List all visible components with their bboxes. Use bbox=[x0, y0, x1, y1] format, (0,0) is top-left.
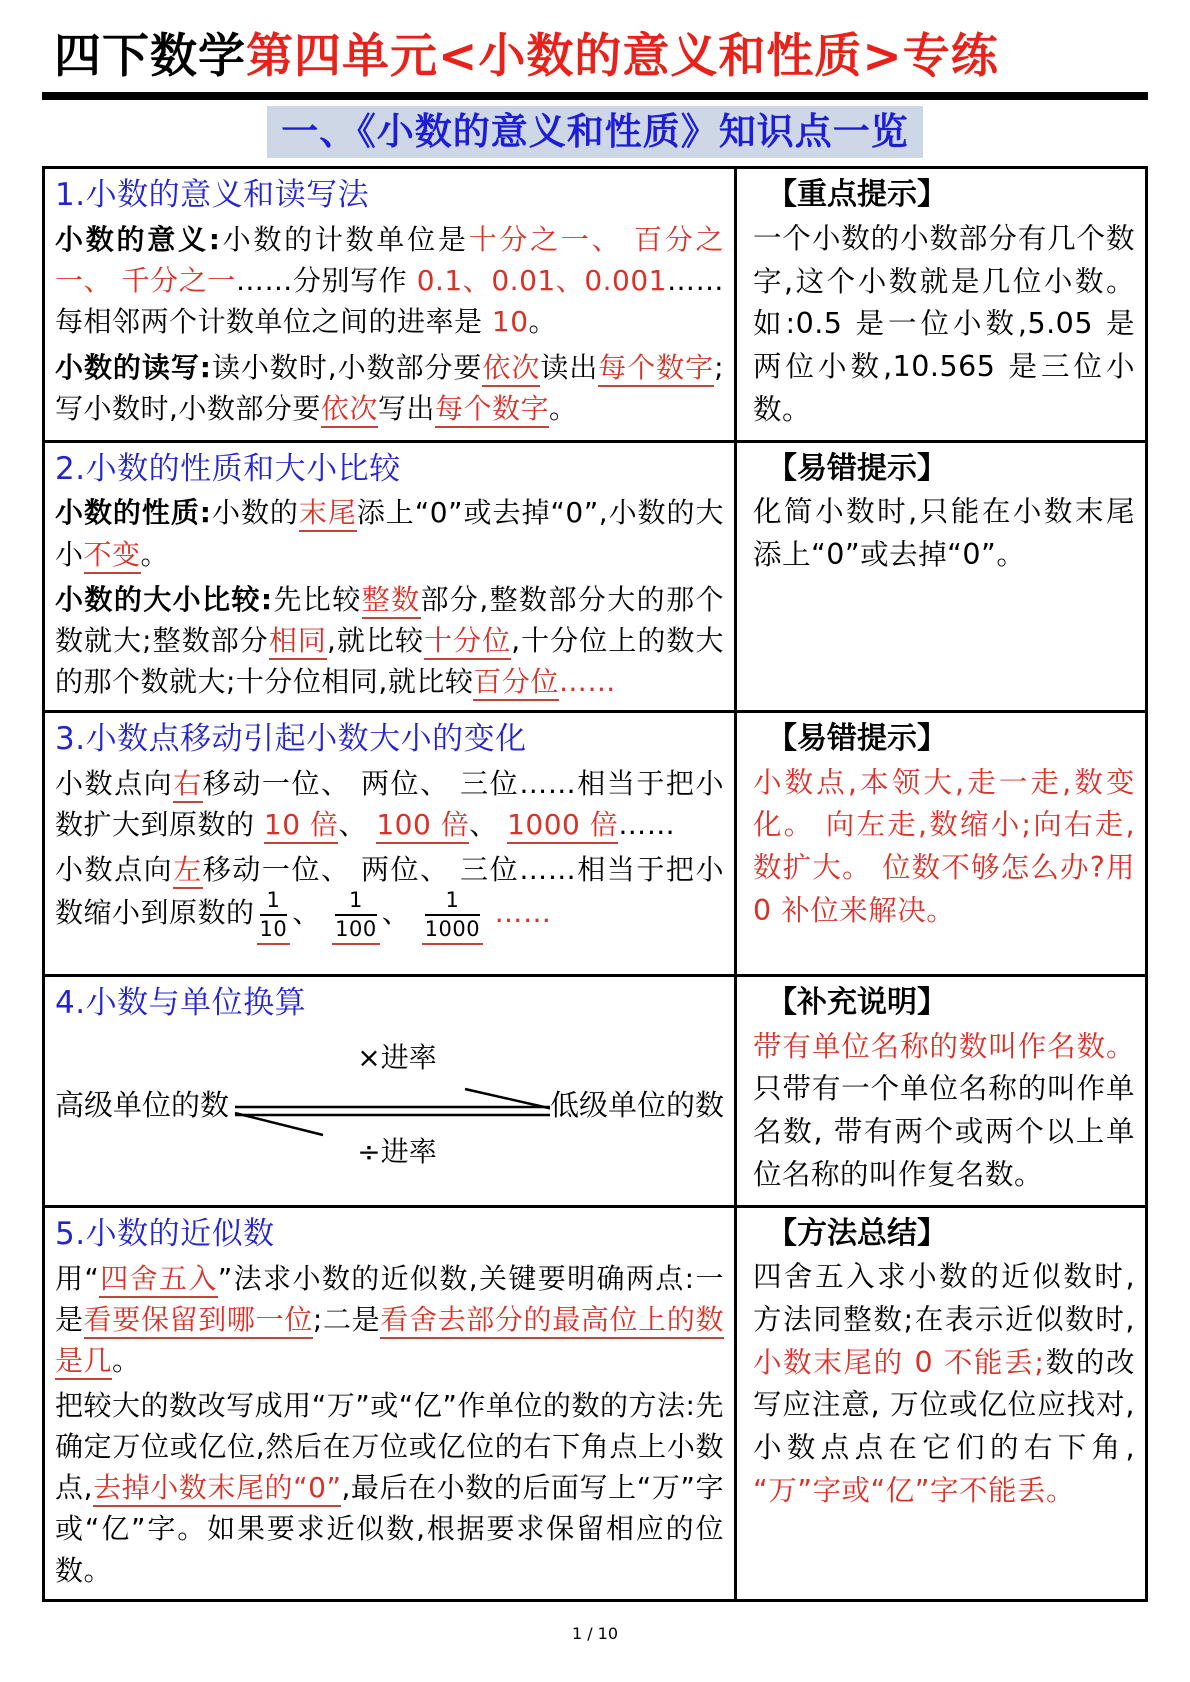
text-segment: 去掉小数末尾的“0” bbox=[93, 1471, 341, 1507]
hint-cell bbox=[737, 169, 1145, 439]
text-segment: …… bbox=[485, 896, 552, 930]
hint-cell bbox=[737, 1208, 1145, 1599]
multiply-rate-label: ×进率 bbox=[357, 1041, 437, 1075]
page-title bbox=[42, 30, 1148, 84]
hint-paragraph bbox=[753, 218, 1135, 432]
text-segment: 小数的性质: bbox=[55, 496, 212, 530]
text-segment: 10 bbox=[491, 305, 529, 339]
text-segment: 不变 bbox=[84, 538, 141, 574]
text-segment: ,十分位上的数大的那个数就大;十分位相同,就比较 bbox=[55, 623, 724, 699]
text-segment: 小数点,本领大,走一走,数变化。 向左走,数缩小;向右走,数扩大。 位数不够怎么办?用 0 补位来解决。 bbox=[753, 765, 1135, 927]
text-segment: 带有单位名称的数叫作名数。 bbox=[753, 1029, 1135, 1063]
section-subtitle: 一、《小数的意义和性质》知识点一览 bbox=[267, 106, 923, 158]
hint-cell bbox=[737, 443, 1145, 711]
text-segment: 、 bbox=[469, 808, 508, 842]
knowledge-paragraph bbox=[55, 492, 724, 574]
text-segment: 左 bbox=[173, 853, 203, 889]
hint-cell bbox=[737, 977, 1145, 1205]
text-segment: 一个小数的小数部分有几个数字,这个小数就是几位小数。如:0.5 是一位小数,5.05 是两位小数,10.565 是三位小数。 bbox=[753, 221, 1135, 426]
text-segment: “万”字或“亿”字不能丢。 bbox=[753, 1473, 1076, 1507]
lower-unit-label: 低级单位的数 bbox=[549, 1087, 724, 1122]
text-segment: 只带有一个单位名称的叫作单名数, 带有两个或两个以上单位名称的叫作复名数。 bbox=[753, 1072, 1135, 1191]
text-segment: 依次 bbox=[482, 351, 540, 387]
divide-rate-label: ÷进率 bbox=[357, 1135, 437, 1168]
text-segment: 看舍去部分的最高位上的数是几 bbox=[55, 1303, 724, 1380]
knowledge-cell bbox=[45, 1208, 737, 1599]
fraction-denominator: 10 bbox=[259, 917, 288, 942]
knowledge-row-5 bbox=[45, 1205, 1145, 1599]
hint-tag: 【易错提示】 bbox=[767, 721, 947, 757]
fraction-numerator: 1 bbox=[335, 890, 377, 916]
text-segment: 先比较 bbox=[272, 582, 362, 616]
knowledge-paragraph bbox=[55, 1385, 724, 1591]
text-segment: 。 bbox=[112, 1343, 141, 1377]
knowledge-row-3 bbox=[45, 710, 1145, 974]
hint-paragraph bbox=[753, 491, 1135, 577]
text-segment: 小数的读写: bbox=[55, 350, 212, 384]
knowledge-row-2 bbox=[45, 440, 1145, 711]
section-heading: 1.小数的意义和读写法 bbox=[55, 177, 370, 214]
hint-tag: 【方法总结】 bbox=[767, 1215, 947, 1251]
text-segment: 。 bbox=[548, 391, 578, 425]
text-segment: ,就比较 bbox=[326, 623, 425, 657]
hint-tag: 【补充说明】 bbox=[767, 985, 947, 1021]
text-segment: 读小数时,小数部分要 bbox=[211, 350, 483, 384]
text-segment: ”法求小数的近似数,关键要明确两点:一是 bbox=[55, 1261, 724, 1336]
text-segment: 。 bbox=[140, 537, 170, 571]
text-segment: …… bbox=[618, 808, 676, 842]
hint-tag: 【易错提示】 bbox=[767, 450, 947, 486]
text-segment: ……分别写作 bbox=[235, 264, 417, 298]
page-title-black: 四下数学 bbox=[54, 29, 246, 84]
hint-paragraph bbox=[753, 1026, 1135, 1197]
hint-tag: 【重点提示】 bbox=[767, 177, 947, 213]
page-title-red: 第四单元<小数的意义和性质>专练 bbox=[246, 29, 999, 84]
fraction-denominator: 1000 bbox=[424, 917, 481, 942]
knowledge-cell bbox=[45, 713, 737, 974]
text-segment: 看要保留到哪一位 bbox=[84, 1303, 313, 1339]
knowledge-table bbox=[42, 166, 1148, 1601]
text-segment: 部分,整数部分大的那个数就大;整数部分 bbox=[55, 582, 724, 657]
text-segment: 四舍五入 bbox=[99, 1262, 217, 1298]
knowledge-row-1 bbox=[45, 169, 1145, 439]
text-segment: ……每相邻两个计数单位之间的进率是 bbox=[55, 264, 724, 339]
text-segment: 1000 倍 bbox=[507, 808, 618, 844]
text-segment: 、 bbox=[292, 896, 331, 930]
section-heading: 3.小数点移动引起小数大小的变化 bbox=[55, 721, 527, 758]
knowledge-paragraph bbox=[55, 763, 724, 845]
section-subtitle-wrap bbox=[42, 106, 1148, 158]
text-segment: 四舍五入求小数的近似数时,方法同整数;在表示近似数时, bbox=[753, 1260, 1135, 1336]
knowledge-paragraph bbox=[55, 219, 724, 342]
text-segment: 百分位 bbox=[473, 665, 559, 701]
unit-conversion-diagram bbox=[55, 1039, 724, 1167]
knowledge-row-4 bbox=[45, 974, 1145, 1205]
text-segment: 每个数字 bbox=[598, 351, 714, 387]
knowledge-paragraph bbox=[55, 849, 724, 945]
text-segment: 读出 bbox=[540, 350, 599, 384]
hint-paragraph bbox=[753, 1256, 1135, 1513]
text-segment: 化简小数时,只能在小数末尾添上“0”或去掉“0”。 bbox=[753, 495, 1135, 571]
text-segment: 100 倍 bbox=[376, 808, 469, 844]
text-segment: 0.1、0.01、0.001 bbox=[416, 264, 667, 298]
text-segment: 。 bbox=[528, 305, 558, 339]
text-segment: 数的改写应注意, 万位或亿位应找对,小数点点在它们的右下角, bbox=[753, 1345, 1135, 1465]
text-segment: 相同 bbox=[269, 624, 327, 660]
section-heading: 4.小数与单位换算 bbox=[55, 985, 307, 1022]
title-divider bbox=[42, 92, 1148, 100]
knowledge-cell bbox=[45, 977, 737, 1205]
knowledge-cell bbox=[45, 169, 737, 439]
text-segment: 、 bbox=[381, 896, 420, 930]
text-segment: 小数点向 bbox=[55, 767, 174, 801]
text-segment: 10 倍 bbox=[264, 808, 339, 844]
text-segment: ,最后在小数的后面写上“万”字或“亿”字。如果要求近似数,根据要求保留相应的位数。 bbox=[55, 1471, 724, 1587]
text-segment: 十分位 bbox=[424, 624, 511, 660]
section-heading: 2.小数的性质和大小比较 bbox=[55, 450, 401, 487]
fraction-numerator: 1 bbox=[425, 890, 480, 916]
text-segment: 移动一位、 两位、 三位……相当于把小数扩大到原数的 bbox=[55, 767, 724, 842]
text-segment: ;写小数时,小数部分要 bbox=[55, 350, 724, 425]
text-segment: …… bbox=[558, 665, 616, 699]
conversion-arrows bbox=[229, 1039, 550, 1167]
fraction-denominator: 100 bbox=[335, 917, 377, 942]
text-segment: 小数末尾的 0 不能丢; bbox=[753, 1345, 1045, 1379]
section-heading: 5.小数的近似数 bbox=[55, 1215, 275, 1252]
text-segment: 十分之一、 百分之一、 千分之一 bbox=[55, 223, 724, 298]
text-segment: 每个数字 bbox=[435, 392, 549, 428]
fraction-numerator: 1 bbox=[260, 890, 288, 916]
knowledge-paragraph bbox=[55, 1258, 724, 1381]
text-segment: 整数 bbox=[362, 583, 421, 619]
page-number: 1 / 10 bbox=[571, 1623, 619, 1643]
fraction bbox=[257, 890, 291, 945]
text-segment: 小数的 bbox=[211, 496, 299, 530]
text-segment: 、 bbox=[338, 808, 377, 842]
arrow-line bbox=[235, 1113, 323, 1135]
text-segment: 依次 bbox=[321, 392, 378, 428]
text-segment: 小数点向 bbox=[55, 853, 174, 887]
text-segment: 右 bbox=[173, 767, 203, 803]
text-segment: 小数的计数单位是 bbox=[220, 223, 469, 257]
hint-paragraph bbox=[753, 762, 1135, 933]
knowledge-paragraph bbox=[55, 579, 724, 702]
text-segment: ;二是 bbox=[312, 1302, 381, 1336]
text-segment: 小数的意义: bbox=[55, 223, 221, 257]
text-segment: 用“ bbox=[55, 1261, 100, 1295]
knowledge-cell bbox=[45, 443, 737, 711]
fraction bbox=[332, 890, 380, 945]
text-segment: 末尾 bbox=[299, 496, 357, 532]
text-segment: 把较大的数改写成用“万”或“亿”作单位的数的方法:先确定万位或亿位,然后在万位或亿位的右下角点上小数点, bbox=[55, 1388, 724, 1505]
text-segment: 添上“0”或去掉“0”,小数的大小 bbox=[55, 496, 724, 571]
hint-cell bbox=[737, 713, 1145, 974]
text-segment: 小数的大小比较: bbox=[55, 582, 273, 616]
text-segment: 移动一位、 两位、 三位……相当于把小数缩小到原数的 bbox=[55, 853, 724, 930]
fraction bbox=[422, 890, 483, 945]
knowledge-paragraph bbox=[55, 347, 724, 429]
higher-unit-label: 高级单位的数 bbox=[55, 1087, 230, 1122]
text-segment: 写出 bbox=[377, 391, 435, 425]
